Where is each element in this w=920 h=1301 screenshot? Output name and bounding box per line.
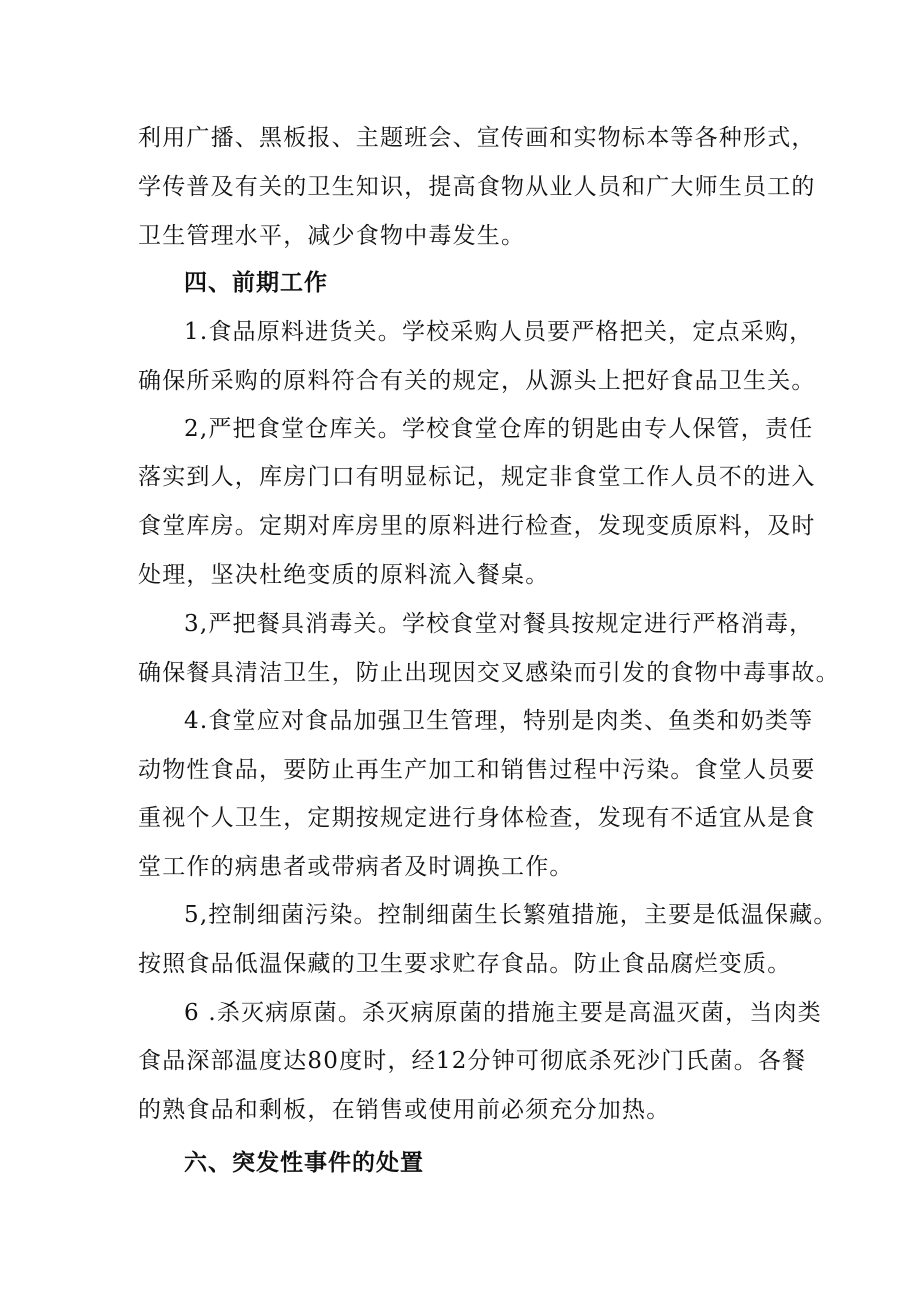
paragraph-line: 4.食堂应对食品加强卫生管理，特别是肉类、鱼类和奶类等 <box>184 708 814 734</box>
paragraph-line: 6 .杀灭病原菌。杀灭病原菌的措施主要是高温灭菌，当肉类 <box>184 1000 822 1026</box>
paragraph-line: 5,控制细菌污染。控制细菌生长繁殖措施，主要是低温保藏。 <box>184 902 838 928</box>
paragraph-line: 1.食品原料进货关。学校采购人员要严格把关，定点采购， <box>184 319 814 345</box>
paragraph-line: 食品深部温度达80度时，经12分钟可彻底杀死沙门氏菌。各餐 <box>138 1048 807 1074</box>
body-line: 学传普及有关的卫生知识，提高食物从业人员和广大师生员工的 <box>138 174 816 200</box>
paragraph-line: 落实到人，库房门口有明显标记，规定非食堂工作人员不的进入 <box>138 464 816 490</box>
paragraph-line: 处理，坚决杜绝变质的原料流入餐桌。 <box>138 562 550 588</box>
body-line: 利用广播、黑板报、主题班会、宣传画和实物标本等各种形式， <box>138 125 816 151</box>
paragraph-line: 按照食品低温保藏的卫生要求贮存食品。防止食品腐烂变质。 <box>138 951 792 977</box>
body-line: 卫生管理水平，减少食物中毒发生。 <box>138 223 526 249</box>
paragraph-line: 动物性食品，要防止再生产加工和销售过程中污染。食堂人员要 <box>138 757 816 783</box>
paragraph-line: 2,严把食堂仓库关。学校食堂仓库的钥匙由专人保管，责任 <box>184 416 814 442</box>
paragraph-line: 食堂库房。定期对库房里的原料进行检查，发现变质原料，及时 <box>138 513 816 539</box>
paragraph-line: 3,严把餐具消毒关。学校食堂对餐具按规定进行严格消毒， <box>184 611 814 637</box>
paragraph-line: 确保所采购的原料符合有关的规定，从源头上把好食品卫生关。 <box>138 368 816 394</box>
section-heading-early-work: 四、前期工作 <box>184 270 328 296</box>
section-heading-emergency-handling: 六、突发性事件的处置 <box>184 1150 424 1176</box>
paragraph-line: 确保餐具清洁卫生，防止出现因交叉感染而引发的食物中毒事故。 <box>138 660 840 686</box>
paragraph-line: 的熟食品和剩板，在销售或使用前必须充分加热。 <box>138 1097 671 1123</box>
paragraph-line: 堂工作的病患者或带病者及时调换工作。 <box>138 854 574 880</box>
paragraph-line: 重视个人卫生，定期按规定进行身体检查，发现有不适宜从是食 <box>138 805 816 831</box>
